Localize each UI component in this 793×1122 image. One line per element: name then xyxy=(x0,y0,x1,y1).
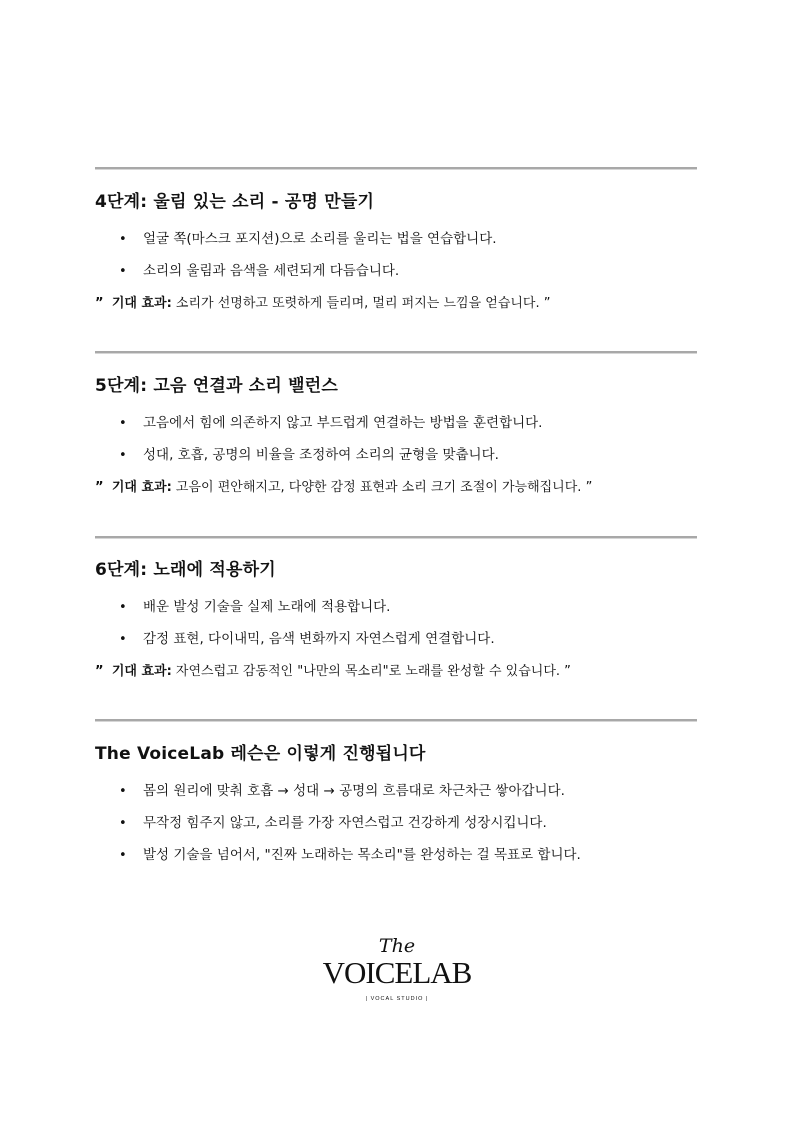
list-item: • 고음에서 힘에 의존하지 않고 부드럽게 연결하는 방법을 훈련합니다. xyxy=(95,415,705,432)
voicelab-logo xyxy=(318,932,476,1004)
section-heading: 4단계: 울림 있는 소리 - 공명 만들기 xyxy=(95,192,375,212)
effect-label: 기대 효과: xyxy=(111,296,172,311)
list-item: • 소리의 울림과 음색을 세련되게 다듬습니다. xyxy=(95,263,705,280)
effect-text: 소리가 선명하고 또렷하게 들리며, 멀리 퍼지는 느낌을 얻습니다. xyxy=(175,296,540,311)
list-item: • 배운 발성 기술을 실제 노래에 적용합니다. xyxy=(95,599,705,616)
logo-tagline: | VOCAL STUDIO | xyxy=(365,996,429,1002)
logo-wordmark: VOICELAB xyxy=(322,955,472,990)
bullet-list xyxy=(95,599,705,648)
section-summary xyxy=(95,742,705,864)
list-item: • 얼굴 쪽(마스크 포지션)으로 소리를 울리는 법을 연습합니다. xyxy=(95,231,705,248)
bullet-list xyxy=(95,783,705,864)
list-item: • 감정 표현, 다이내믹, 음색 변화까지 자연스럽게 연결합니다. xyxy=(95,631,705,648)
section-heading: 6단계: 노래에 적용하기 xyxy=(95,560,276,580)
section-step-6 xyxy=(95,558,705,680)
divider-rule xyxy=(95,719,697,722)
divider-rule xyxy=(95,536,697,539)
quote-open: ” xyxy=(95,664,104,679)
effect-text: 자연스럽고 감동적인 "나만의 목소리"로 노래를 완성할 수 있습니다. xyxy=(175,664,561,679)
voicelab-logo-graphic xyxy=(318,932,476,1004)
section-step-4 xyxy=(95,190,705,312)
quote-close: ” xyxy=(543,296,551,311)
effect-label: 기대 효과: xyxy=(111,480,172,495)
divider-rule xyxy=(95,351,697,354)
expected-effect xyxy=(95,663,705,680)
list-item: • 성대, 호흡, 공명의 비율을 조정하여 소리의 균형을 맞춥니다. xyxy=(95,447,705,464)
quote-open: ” xyxy=(95,480,104,495)
section-step-5 xyxy=(95,374,705,496)
list-item: • 몸의 원리에 맞춰 호흡 → 성대 → 공명의 흐름대로 차근차근 쌓아갑니다. xyxy=(95,783,705,800)
quote-close: ” xyxy=(564,664,571,679)
effect-text: 고음이 편안해지고, 다양한 감정 표현과 소리 크기 조절이 가능해집니다. xyxy=(175,480,582,495)
section-heading: The VoiceLab 레슨은 이렇게 진행됩니다 xyxy=(95,744,426,764)
expected-effect xyxy=(95,479,705,496)
bullet-list xyxy=(95,415,705,464)
expected-effect xyxy=(95,295,705,312)
quote-open: ” xyxy=(95,296,104,311)
list-item: • 발성 기술을 넘어서, "진짜 노래하는 목소리"를 완성하는 걸 목표로 합니다. xyxy=(95,847,705,864)
quote-close: ” xyxy=(585,480,593,495)
logo-script-text: The xyxy=(378,935,416,957)
section-heading: 5단계: 고음 연결과 소리 밸런스 xyxy=(95,376,338,396)
bullet-list xyxy=(95,231,705,280)
divider-rule xyxy=(95,167,697,170)
effect-label: 기대 효과: xyxy=(111,664,172,679)
list-item: • 무작정 힘주지 않고, 소리를 가장 자연스럽고 건강하게 성장시킵니다. xyxy=(95,815,705,832)
